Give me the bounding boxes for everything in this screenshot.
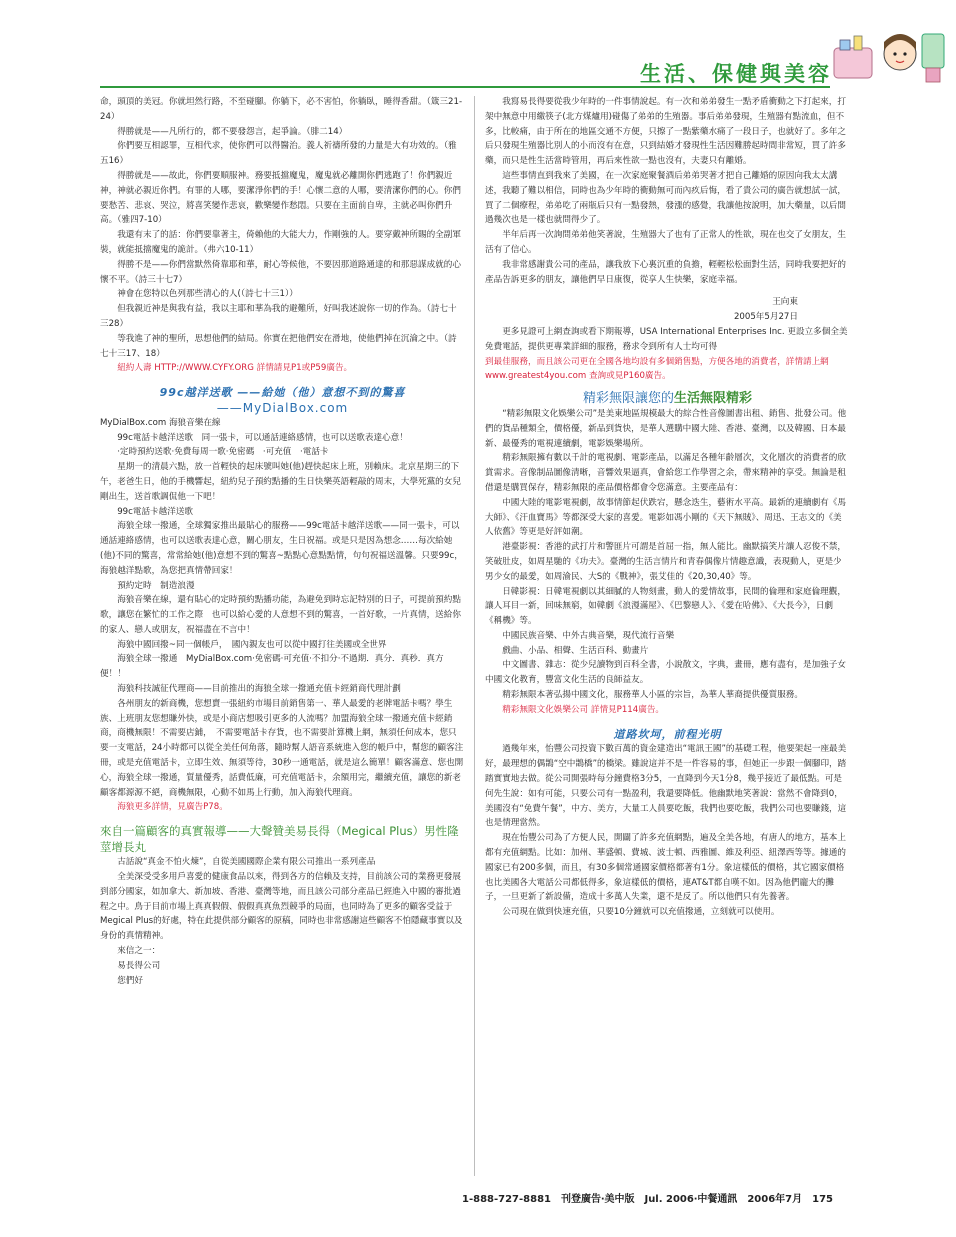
body-paragraph: “精彩無限文化娛樂公司”是美東地區規模最大的綜合性音像圖書出租、銷售、批發公司。他們的貨品種類全，價格優，新品到貨快，是華人選購中國大陸、香港、臺灣，以及韓國、日本最新、最優秀的電視連續劇，電影娛樂場所。 xyxy=(485,408,847,449)
letter-greeting: 來信之一： xyxy=(117,946,161,957)
header-cosmetics-illustration xyxy=(830,28,950,88)
letter-paragraph: 這些事情直到我來了美國，在一次家庭聚餐酒后弟弟哭著才把自己離婚的原因向我太太講述，我聽了難以相信，同時也為少年時的衝動無可而內疚后悔，看了貴公司的廣告就想試一試，買了二個療程，弟弟吃了兩瓶后只有一點發熱，發漲的感覺，我讓他按說明，加大藥量，以后間過幾次也是一樣也就問得少了。 xyxy=(485,170,846,226)
body-paragraph: 公司現在做到快速充值，只要10分鐘就可以充值撥通，立刻就可以使用。 xyxy=(502,907,780,918)
scripture-paragraph: 得勝不是——你們當默然倚靠耶和華，耐心等候他，不要因那道路通達的和那惡謀成就的心懷不平。（詩三十七7） xyxy=(100,259,461,285)
body-paragraph: 預約定時 制造浪漫 xyxy=(117,580,195,591)
body-paragraph: 現在怡豐公司為了方便人民，開闢了許多充值網點，遍及全美各地，有唐人的地方，基本上都有充值網點。比如：加州、華盛頓、費城、波士頓、西雅圖、維及利亞、紐澤西等等。據通的國家已有200多個，而且，有30多個常通國家價格都著有1分。象這樣低的價格，其它國家價格也比美國各大電話公司都低得多，象這樣低的價格，連AT&T都自嘆不如。因為他們龐大的攤子，一旦更新了新設備，造成十多萬人失業，還不是反了。所以他們只有先養著。 xyxy=(485,833,846,903)
body-paragraph: 99c電話卡越洋送歌 同一張卡，可以通話連絡感情，也可以送歌表達心意！ xyxy=(117,432,408,443)
left-column xyxy=(100,95,465,988)
ad-notice: 紐約人壽 HTTP://WWW.CYFY.ORG 詳情請見P1或P59廣告。 xyxy=(117,363,353,374)
body-paragraph: 中國大陸的電影電視劇，故事情節起伏跌宕，懸念迭生，藝術水平高。最新的連續劇有《馬大師》、《汗血寶馬》等都深受大家的喜愛。電影如馮小剛的《天下無賊》、周迅、王志文的《美人依舊》等更是好評如潮。 xyxy=(485,497,846,538)
body-paragraph: ‧定時預約送歌‧免費每周一歌‧免密碼 ‧可充值 ‧電話卡 xyxy=(117,447,329,458)
scripture-paragraph: 得勝就是——故此，你們要順服神。務要抵擋魔鬼，魔鬼就必離開你們逃跑了！你們親近神，神就必親近你們。有罪的人哪，要潔淨你們的手！心懷二意的人哪，要清潔你們的心。你們要愁苦、悲哀、哭泣，將喜笑變作悲哀，歡樂變作愁悶。只要在主面前自卑，主就必叫你們升高。（雅四7-10） xyxy=(100,170,461,226)
ad-notice: 精彩無限文化娛樂公司 詳情見P114廣告。 xyxy=(502,704,665,715)
body-paragraph: 99c電話卡越洋送歌 xyxy=(117,506,194,517)
scripture-paragraph: 命，頭頂的美冠。你就坦然行路，不至碰腳。你躺下，必不害怕，你躺臥，睡得香甜。（箴三21-24） xyxy=(100,97,463,122)
body-paragraph: 各州朋友的新商機，您想賣一張紐約市場目前銷售第一、華人最愛的老牌電話卡嗎？學生族、上班朋友您想賺外快，或是小商店想吸引更多的人流嗎？加盟海狼全球一撥通充值卡經銷商，商機無限！不需要店鋪， 不需要電話卡存貨，也不需要計算機上網，無須任何成本，您只要一支電話，24小時都可以從全美任何角落，隨時幫人語音系統進入您的帳戶中，幫您的顧客注冊，或是充值電話卡，立即生效、無須等待，30秒一通電話，就是這么簡單！顧客滿意、您也開心，海狼全球一撥通，質量優秀，話費低廉，可充值電話卡，余額用完，繼續充值，讓您的新老顧客都源源不絕，商機無限，心動不如馬上行動，加入海狼代理商。 xyxy=(100,698,464,798)
section-title-telecom: 道路坎坷，前程光明 xyxy=(613,727,722,741)
letter-paragraph: 我非常感謝貴公司的產品，讓我放下心裏沉重的負擔，輕輕松松面對生活，同時我要把好的產品告訴更多的朋友，讓他們早日康復，從享人生快樂，家庭幸福。 xyxy=(485,259,846,285)
body-paragraph: MyDialBox.com 海狼音樂在線 xyxy=(100,417,221,428)
body-paragraph: 海狼全球一撥通，全球獨家推出最貼心的服務——99c電話卡越洋送歌——同一張卡，可以通話連絡感情，也可以送歌表達心意，關心朋友，生日祝福。或是只是因為想念……每次給她(他)不同的驚喜，常常給她(他)意想不到的驚喜~點點心意點點情，句句祝福送溫馨。只要99c，海狼越洋點歌，為您把真情帶回家！ xyxy=(100,521,463,576)
page-footer: 1-888-727-8881 刊登廣告‧美中版 Jul. 2006‧中餐通訊 2006年7月 175 xyxy=(462,1194,833,1205)
body-paragraph: 海狼科技誠征代理商——目前推出的海狼全球一撥通充值卡經銷商代理計劃 xyxy=(117,684,401,695)
scripture-paragraph: 得勝就是——凡所行的，都不要發怨言，起爭論。（腓二14） xyxy=(117,126,348,137)
body-paragraph: 中文圖書、雜志：從少兒讀物到百科全書，小說散文，字典，畫冊，應有盡有，是加強子女中國文化教育，豐富文化生活的良師益友。 xyxy=(485,660,846,686)
section-title-dialbox: 99c越洋送歌 ——給她（他）意想不到的驚喜 xyxy=(159,386,406,400)
story-title: 來自一篇顧客的真實報導——大聲贊美易長得（Megical Plus）男性隆莖增長丸 xyxy=(100,824,459,855)
section-title-part: 生活無限精彩 xyxy=(674,391,753,407)
body-paragraph: 精彩無限本著弘揚中國文化，服務華人小區的宗旨，為華人華裔提供優質服務。 xyxy=(502,690,803,701)
letter-salutation: 您們好 xyxy=(117,975,143,986)
body-paragraph: 精彩無限擁有數以千計的電視劇、電影產品，以滿足各種年齡層次，文化層次的消費者的欣賞需求。音像制品圖像清晰，音響效果逼真，會給您工作學習之余，帶來精神的享受。無論是租借還是購買保存，精彩無限的產品價格都會令您滿意。主要產品有： xyxy=(485,453,846,493)
body-paragraph: 日韓影視：日韓電視劇以其細膩的人物刻畫，動人的愛情故事，民間的倫理和家庭倫理觀，讓人耳目一新，回味無窮，如韓劇《浪漫滿屋》、《巴黎戀人》、《愛在哈佛》、《大長今》，日劇《稱機》等。 xyxy=(485,586,846,627)
body-paragraph: 星期一的清晨六點，放一首輕快的起床號叫她(他)趕快起床上班，別賴床。北京星期三的下午，老爸生日，他的手機響起，紐約兒子預約點播的生日快樂英語輕敲的周末，大學死黨的女兒剛出生，送首歌調侃他一下吧！ xyxy=(100,462,461,502)
body-paragraph: 過幾年來，怡豐公司投資下數百萬的資金建造出“電訊王國”的基礎工程，他要架起一座最美好，最理想的偶鵲“空中鵲橋”的橋梁。雖說這并不是一件容易的事，但她正一步跟一個腳印，踏踏實實地去做。從公司開張時每分鐘費格3分5，一直降到今天1分8，幾乎接近了最低點。可是何先生說：如有可能，只要公司有一點盈利，我還要降低。他幽默地笑著說：當然不會降到0，美國沒有“免費午餐”，中方、美方，大量工人員要吃飯，我們也要吃飯，我們公司也要賺錢，這也是情理當然。 xyxy=(485,744,847,829)
scripture-paragraph: 但我親近神是與我有益，我以主耶和華為我的避難所，好叫我述說你一切的作為。（詩七十三28） xyxy=(100,304,457,329)
column-divider xyxy=(474,96,475,1176)
scripture-paragraph: 你們要互相認罪，互相代求，使你們可以得醫治。義人祈禱所發的力量是大有功效的。（雅五16） xyxy=(100,141,457,167)
body-paragraph: 海狼全球一撥通 MyDialBox.com‧免密碼‧可充值‧不扣分‧不過期．真分．真秒．真方便！！ xyxy=(100,654,444,680)
ad-notice: 到最佳服務，而且該公司更在全國各地均設有多個銷售點，方便各地的消費者，詳情請上網 www.greatest4you.com 查詢或見P160廣告。 xyxy=(485,356,829,382)
section-subtitle-dialbox: ——MyDialBox.com xyxy=(216,400,349,415)
body-paragraph: 古話說“真金不怕火煉”，自從美國國際企業有限公司推出一系列產品 xyxy=(117,857,376,868)
body-paragraph: 更多見證可上網查詢或看下期報導，USA International Enterprises Inc. 更設立多個全美免費電話，提供更專業詳細的服務，務求令到所有人士均可得 xyxy=(485,326,848,352)
letter-paragraph: 半年后再一次詢問弟弟他笑著說，生殖器大了也有了正常人的性欲，現在也交了女朋友，生活有了信心。 xyxy=(485,230,846,255)
header-rule xyxy=(100,86,830,88)
body-paragraph: 海狼音樂在線，還有貼心的定時預約點播功能，為避免到時忘記特別的日子，可提前預約點歌，讓您在繁忙的工作之際 也可以給心愛的人意想不到的驚喜，一首好歌，一片真情，送給你的家人、戀人或朋友，祝福盡在不言中！ xyxy=(100,595,461,635)
body-paragraph: 中國民族音樂、中外古典音樂，現代流行音樂 xyxy=(502,630,675,641)
signature-date: 2005年5月27日 xyxy=(733,312,798,323)
section-title-part: 精彩無限讓您的 xyxy=(582,391,674,407)
section-title-entertainment xyxy=(485,392,850,407)
body-paragraph: 港臺影視：香港的武打片和警匪片可謂是首屈一指，無人能比。幽默搞笑片讓人忍俊不禁，笑破肚皮，如周星馳的《功夫》。臺灣的生活言情片和青春偶像片情趣意識，表現動人，更是少男少女的最愛，如周渝民、大S的《戰神》，張艾佳的《20,30,40》等。 xyxy=(485,542,846,582)
letter-paragraph: 我寫易長得要從我少年時的一件事情說起。有一次和弟弟發生一點矛盾衝動之下打起來，打架中無意中用繳筷子(北方煤爐用)碰傷了弟弟的生殖器。事后弟弟發現，生殖器有點流血，但不多，比較痛，由于所在的地區交通不方便，只擦了一點紫藥水痛了一段日子，也就好了。多年之后只發現生殖器比別人的小而沒有在意，只到結婚才發現性生活因難勝起時間非常短，買了許多藥，而只是性生活當時管用，再后來性欲一點也沒有，夫妻只有離婚。 xyxy=(485,97,846,167)
scripture-paragraph: 我還有末了的話：你們要靠著主，倚賴他的大能大力，作剛強的人。要穿戴神所賜的全副軍裝，就能抵擋魔鬼的詭計。（弗六10-11） xyxy=(100,230,461,255)
right-column xyxy=(485,95,850,920)
scripture-paragraph: 等我進了神的聖所，思想他們的結局。你實在把他們安在滑地，使他們掉在沉淪之中。（詩七十三17、18） xyxy=(100,333,457,359)
body-paragraph: 全美深受受多用戶喜愛的健康食品以來，得到各方的信賴及支持，目前該公司的業務更發展到部分國家，如加拿大、新加坡、香港、臺灣等地，而且該公司部分產品已經進入中國的審批過程之中。鳥于目前市場上真真假假、假假真真魚烈競爭的局面，也同時為了更多的顧客受益于Megical Plus的好處，特在此提供部分顧客的原稿，同時也非常感謝這些顧客不怕隱藏事實以及身份的真情精神。 xyxy=(100,872,463,942)
scripture-paragraph: 神會在您特以色列那些清心的人(（詩七十三1）） xyxy=(117,289,298,300)
letter-recipient: 易長得公司 xyxy=(117,960,161,971)
body-paragraph: 海狼中國回撥~同一個帳戶， 國內親友也可以從中國打往美國或全世界 xyxy=(117,639,387,650)
page-header-title: 生活、保健與美容 xyxy=(640,62,832,86)
signature-name: 王向東 xyxy=(772,297,798,308)
ad-notice: 海狼更多詳情，見廣告P78。 xyxy=(117,802,228,813)
body-paragraph: 戲曲、小品、相聲、生活百科、動畫片 xyxy=(502,645,649,656)
